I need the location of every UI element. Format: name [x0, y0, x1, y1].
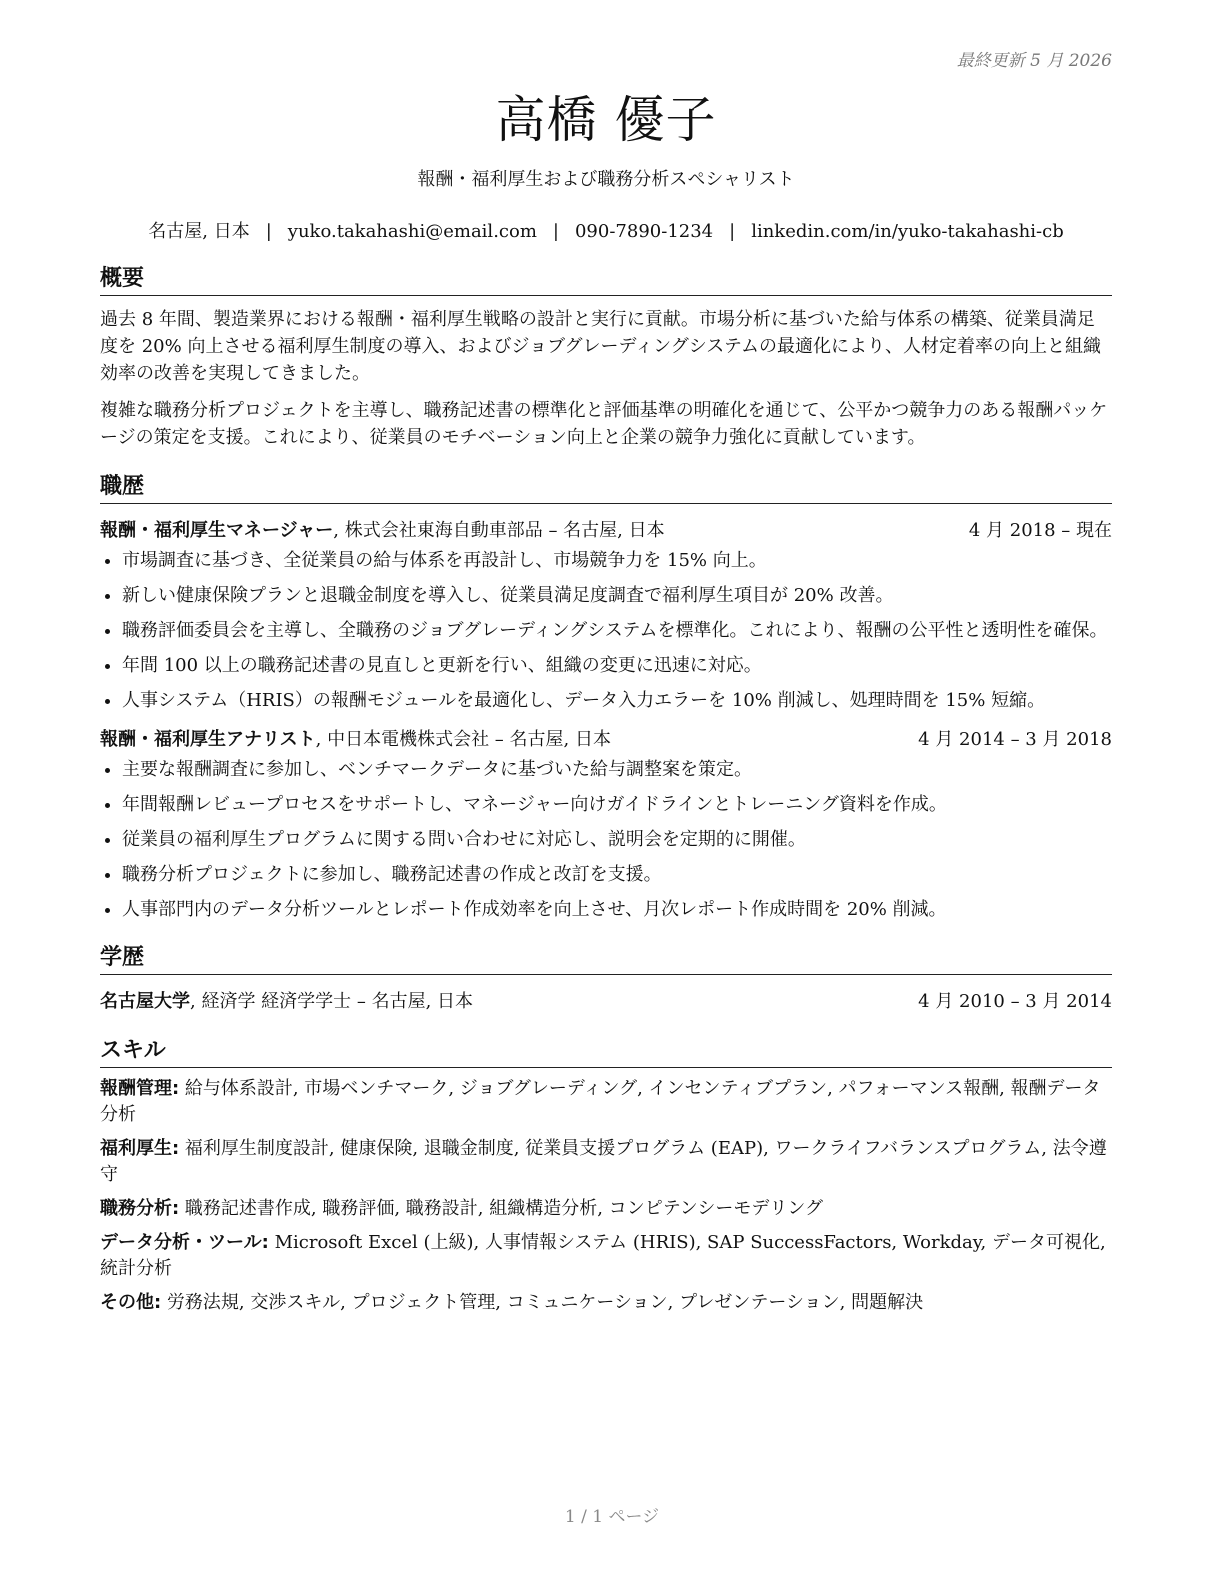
skill-row: [100, 1290, 1112, 1316]
job-dates: 4 月 2018 – 現在: [968, 520, 1112, 541]
skill-label: データ分析・ツール:: [100, 1232, 269, 1253]
job-bullet: • 年間報酬レビュープロセスをサポートし、マネージャー向けガイドラインとトレーニング資料を作成。: [122, 792, 1112, 817]
contact-separator: |: [552, 221, 559, 242]
education-school: 名古屋大学: [100, 991, 190, 1012]
job-role: 報酬・福利厚生マネージャー: [100, 520, 334, 541]
resume-page: [100, 40, 1112, 1316]
job-bullets: [100, 548, 1112, 713]
skill-value: Microsoft Excel (上級), 人事情報システム (HRIS), SAP SuccessFactors, Workday, データ可視化, 統計分析: [100, 1232, 1106, 1279]
job-bullet: • 職務評価委員会を主導し、全職務のジョブグレーディングシステムを標準化。これにより、報酬の公平性と透明性を確保。: [122, 618, 1112, 643]
skill-label: 福利厚生:: [100, 1138, 180, 1159]
job-entry: [100, 727, 1112, 922]
last-updated: 最終更新 5 月 2026: [956, 51, 1112, 71]
skill-value: 福利厚生制度設計, 健康保険, 退職金制度, 従業員支援プログラム (EAP), ワークライフバランスプログラム, 法令遵守: [100, 1138, 1107, 1185]
skill-value: 給与体系設計, 市場ベンチマーク, ジョブグレーディング, インセンティブプラン, パフォーマンス報酬, 報酬データ分析: [100, 1078, 1101, 1125]
education-title-line: [100, 989, 473, 1015]
skill-value: 労務法規, 交渉スキル, プロジェクト管理, コミュニケーション, プレゼンテーション, 問題解決: [161, 1292, 924, 1313]
section-title-skills: スキル: [100, 1037, 1112, 1068]
job-bullet: • 主要な報酬調査に参加し、ベンチマークデータに基づいた給与調整案を策定。: [122, 757, 1112, 782]
contact-location: 名古屋, 日本: [148, 221, 250, 242]
job-company: , 株式会社東海自動車部品 – 名古屋, 日本: [333, 520, 665, 541]
section-title-education: 学歴: [100, 944, 1112, 975]
contact-line: [100, 217, 1112, 243]
section-title-experience: 職歴: [100, 473, 1112, 504]
job-bullet: • 新しい健康保険プランと退職金制度を導入し、従業員満足度調査で福利厚生項目が 20% 改善。: [122, 583, 1112, 608]
job-bullet: • 従業員の福利厚生プログラムに関する問い合わせに対応し、説明会を定期的に開催。: [122, 827, 1112, 852]
skill-label: 職務分析:: [100, 1198, 180, 1219]
job-bullets: [100, 757, 1112, 922]
job-dates: 4 月 2014 – 3 月 2018: [918, 729, 1112, 750]
job-title-line: [100, 727, 611, 753]
summary-paragraph: 過去 8 年間、製造業界における報酬・福利厚生戦略の設計と実行に貢献。市場分析に基づいた給与体系の構築、従業員満足度を 20% 向上させる福利厚生制度の導入、およびジョブグレーディングシステムの最適化により、人材定着率の向上と組織効率の改善を実現してきました。: [100, 309, 1101, 384]
skill-row: [100, 1230, 1112, 1282]
candidate-tagline: 報酬・福利厚生および職務分析スペシャリスト: [417, 169, 795, 190]
contact-linkedin[interactable]: linkedin.com/in/yuko-takahashi-cb: [751, 221, 1064, 242]
job-bullet: • 年間 100 以上の職務記述書の見直しと更新を行い、組織の変更に迅速に対応。: [122, 653, 1112, 678]
page-footer: 1 / 1 ページ: [564, 1507, 660, 1527]
candidate-name: 高橋 優子: [495, 91, 717, 149]
skill-row: [100, 1136, 1112, 1188]
education-detail: , 経済学 経済学学士 – 名古屋, 日本: [190, 991, 474, 1012]
job-bullet: • 人事部門内のデータ分析ツールとレポート作成効率を向上させ、月次レポート作成時間を 20% 削減。: [122, 897, 1112, 922]
contact-separator: |: [265, 221, 272, 242]
education-dates: 4 月 2010 – 3 月 2014: [918, 991, 1112, 1012]
summary-paragraph: 複雑な職務分析プロジェクトを主導し、職務記述書の標準化と評価基準の明確化を通じて、公平かつ競争力のある報酬パッケージの策定を支援。これにより、従業員のモチベーション向上と企業の競争力強化に貢献しています。: [100, 400, 1108, 448]
contact-phone: 090-7890-1234: [574, 221, 714, 242]
contact-separator: |: [729, 221, 736, 242]
skill-row: [100, 1076, 1112, 1128]
skill-row: [100, 1196, 1112, 1222]
skill-label: 報酬管理:: [100, 1078, 180, 1099]
job-company: , 中日本電機株式会社 – 名古屋, 日本: [315, 729, 611, 750]
education-entry: [100, 989, 1112, 1015]
job-bullet: • 市場調査に基づき、全従業員の給与体系を再設計し、市場競争力を 15% 向上。: [122, 548, 1112, 573]
job-bullet: • 職務分析プロジェクトに参加し、職務記述書の作成と改訂を支援。: [122, 862, 1112, 887]
section-title-summary: 概要: [100, 265, 1112, 296]
skill-label: その他:: [100, 1292, 162, 1313]
skill-value: 職務記述書作成, 職務評価, 職務設計, 組織構造分析, コンピテンシーモデリング: [179, 1198, 823, 1219]
contact-email[interactable]: yuko.takahashi@email.com: [287, 221, 537, 242]
job-role: 報酬・福利厚生アナリスト: [100, 729, 316, 750]
job-title-line: [100, 518, 665, 544]
job-entry: [100, 518, 1112, 713]
job-bullet: • 人事システム（HRIS）の報酬モジュールを最適化し、データ入力エラーを 10% 削減し、処理時間を 15% 短縮。: [122, 688, 1112, 713]
